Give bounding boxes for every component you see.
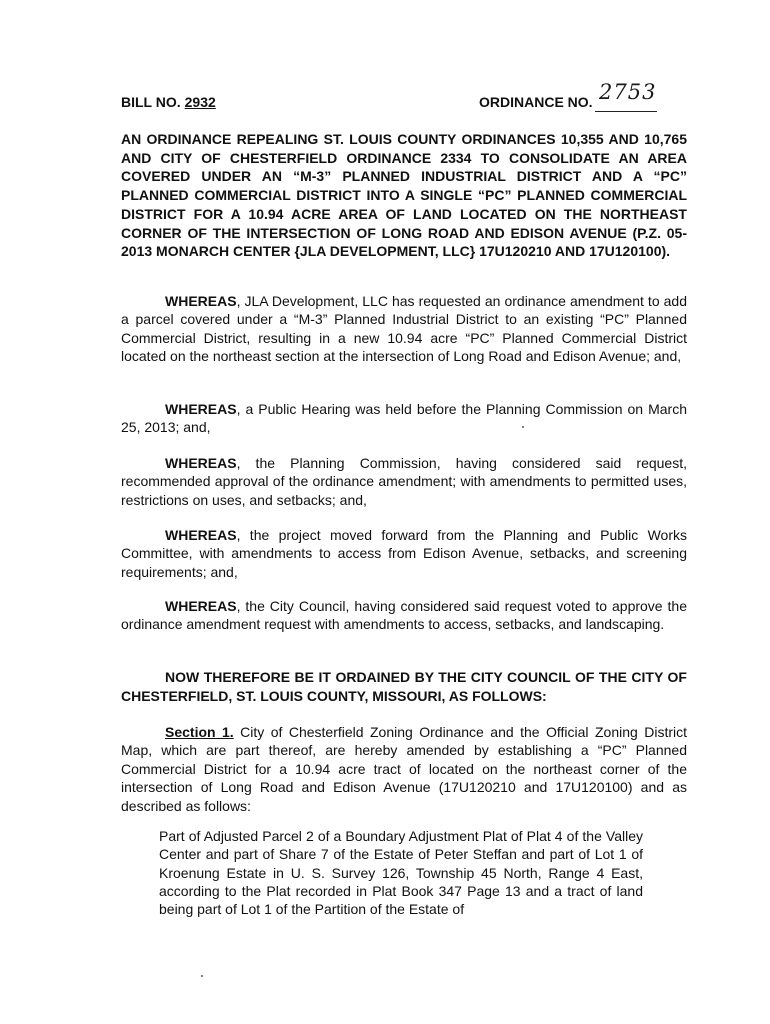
whereas-lead: WHEREAS — [165, 293, 237, 309]
whereas-text: , JLA Development, LLC has requested an ordinance amendment to add a parcel covered under a “M-3” Planned Industrial District to an existing “PC” Planned Commercial District, resulting in a new 10.94 acre “PC” Planned Commercial District located on the northeast section at the intersection of Long Road and Edison Avenue; and, — [121, 293, 687, 365]
bill-number: 2932 — [184, 94, 216, 110]
ordinance-title: AN ORDINANCE REPEALING ST. LOUIS COUNTY ORDINANCES 10,355 AND 10,765 AND CITY OF CHESTERFIELD ORDINANCE 2334 TO CONSOLIDATE AN AREA COVERED UNDER AN “M-3” PLANNED INDUSTRIAL DISTRICT AND A “PC” PLANNED COMMERCIAL DISTRICT INTO A SINGLE “PC” PLANNED COMMERCIAL DISTRICT FOR A 10.94 ACRE AREA OF LAND LOCATED ON THE NORTHEAST CORNER OF THE INTERSECTION OF LONG ROAD AND EDISON AVENUE (P.Z. 05-2013 MONARCH CENTER {JLA DEVELOPMENT, LLC} 17U120210 AND 17U120100). — [121, 131, 687, 260]
whereas-clause-2 — [121, 400, 687, 437]
scan-speck — [522, 426, 524, 428]
section-1-text: City of Chesterfield Zoning Ordinance and the Official Zoning District Map, which are part thereof, are hereby amended by establishing a “PC” Planned Commercial District for a 10.94 acre tract of located on the northeast corner of the intersection of Long Road and Edison Avenue (17U120210 and 17U120100) and as described as follows: — [121, 724, 688, 814]
section-1 — [121, 723, 687, 815]
whereas-text: , the Planning Commission, having considered said request, recommended approval of the ordinance amendment; with amendments to permitted uses, restrictions on uses, and setbacks; and, — [121, 455, 687, 508]
now-therefore-clause: NOW THEREFORE BE IT ORDAINED BY THE CITY COUNCIL OF THE CITY OF CHESTERFIELD, ST. LOUIS COUNTY, MISSOURI, AS FOLLOWS: — [121, 669, 687, 704]
scan-speck — [201, 975, 203, 977]
whereas-clause-4 — [121, 526, 687, 581]
bill-number-line — [121, 94, 230, 110]
ordinance-number-underline — [595, 111, 657, 112]
whereas-clause-1 — [121, 292, 687, 366]
whereas-lead: WHEREAS — [165, 598, 237, 614]
section-1-heading: Section 1. — [165, 724, 234, 740]
ordinance-label: ORDINANCE NO. — [479, 94, 593, 110]
whereas-clause-5 — [121, 597, 687, 634]
whereas-text: , the City Council, having considered said request voted to approve the ordinance amendment request with amendments to access, setbacks, and landscaping. — [121, 598, 687, 633]
document-header — [121, 80, 687, 114]
whereas-lead: WHEREAS — [165, 455, 237, 471]
whereas-lead: WHEREAS — [165, 401, 237, 417]
whereas-clause-3 — [121, 454, 687, 509]
bill-label: BILL NO. — [121, 94, 181, 110]
legal-description: Part of Adjusted Parcel 2 of a Boundary Adjustment Plat of Plat 4 of the Valley Center and part of Share 7 of the Estate of Peter Steffan and part of Lot 1 of Kroenung Estate in U. S. Survey 126, Township 45 North, Range 4 East, according to the Plat recorded in Plat Book 347 Page 13 and a tract of land being part of Lot 1 of the Partition of the Estate of — [159, 828, 643, 918]
whereas-text: , a Public Hearing was held before the Planning Commission on March 25, 2013; and, — [121, 401, 687, 436]
ordinance-number-handwritten: 2753 — [599, 80, 657, 104]
whereas-lead: WHEREAS — [165, 527, 237, 543]
whereas-text: , the project moved forward from the Planning and Public Works Committee, with amendments to access from Edison Avenue, setbacks, and screening requirements; and, — [121, 527, 687, 580]
